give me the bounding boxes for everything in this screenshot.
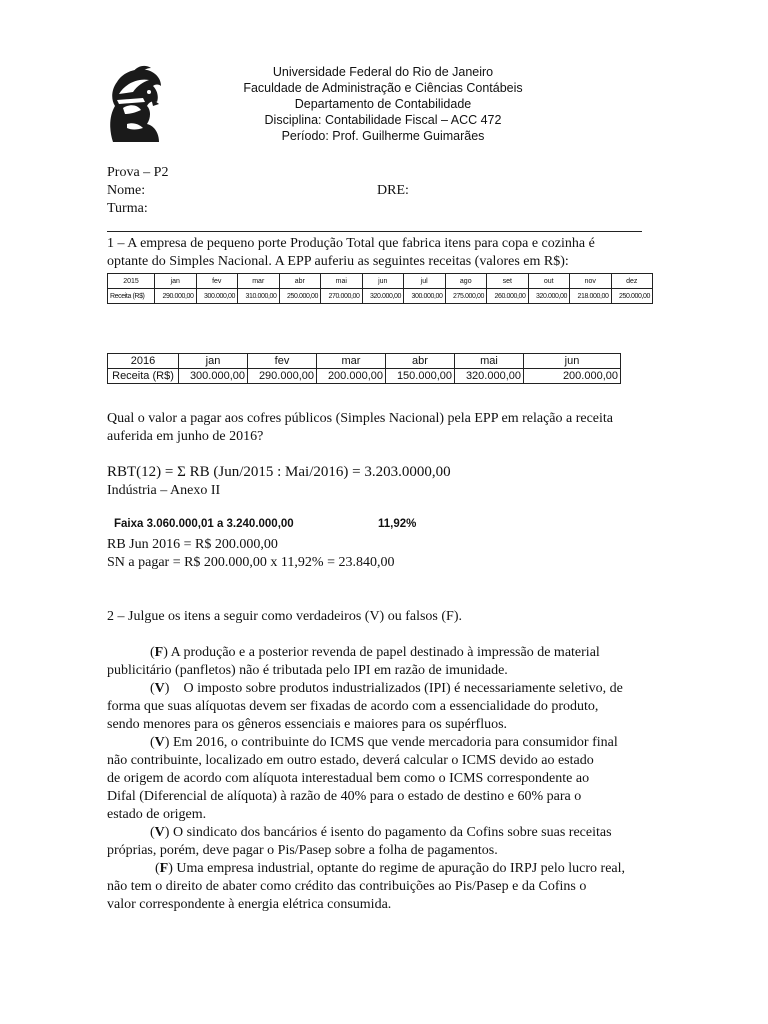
table-cell: 250.000,00	[611, 289, 653, 304]
table-cell: mar	[238, 274, 280, 289]
table-cell: 320.000,00	[362, 289, 404, 304]
q2-item4-line2: próprias, porém, deve pagar o Pis/Pasep sobre a folha de pagamentos.	[107, 843, 498, 858]
rb-june: RB Jun 2016 = R$ 200.000,00	[107, 537, 278, 552]
answer-mark: V	[154, 825, 165, 840]
table-cell: fev	[196, 274, 238, 289]
table-cell: out	[528, 274, 570, 289]
q2-intro: 2 – Julgue os itens a seguir como verdadeiros (V) ou falsos (F).	[107, 609, 462, 624]
answer-mark: F	[154, 645, 164, 660]
table-cell: 275.000,00	[445, 289, 487, 304]
q2-item2-line1: (V) O imposto sobre produtos industrializados (IPI) é necessariamente seletivo, de	[150, 681, 623, 696]
table-cell: set	[487, 274, 529, 289]
table-row	[108, 289, 653, 304]
university-name: Universidade Federal do Rio de Janeiro	[272, 65, 494, 79]
q2-item2-line2: forma que suas alíquotas devem ser fixadas de acordo com a essencialidade do produto,	[107, 699, 599, 714]
department-name: Departamento de Contabilidade	[294, 97, 472, 111]
revenue-table-2015	[107, 273, 653, 304]
q2-item5-line3: valor correspondente à energia elétrica consumida.	[107, 897, 392, 912]
q1-text-line1: 1 – A empresa de pequeno porte Produção Total que fabrica itens para copa e cozinha é	[107, 236, 595, 251]
class-label: Turma:	[107, 201, 148, 216]
professor-name: Período: Prof. Guilherme Guimarães	[281, 129, 485, 143]
q1-question-line1: Qual o valor a pagar aos cofres públicos (Simples Nacional) pela EPP em relação a receita	[107, 411, 614, 426]
q2-item3-line3: de origem de acordo com alíquota interestadual bem como o ICMS correspondente ao	[107, 771, 590, 786]
q2-item4-line1: (V) O sindicato dos bancários é isento do pagamento da Cofins sobre suas receitas	[150, 825, 612, 840]
table-cell: 150.000,00	[386, 369, 455, 384]
table-cell: jan	[179, 354, 248, 369]
table-cell: 310.000,00	[238, 289, 280, 304]
q2-item3-line1: (V) Em 2016, o contribuinte do ICMS que vende mercadoria para consumidor final	[150, 735, 618, 750]
table-cell: abr	[386, 354, 455, 369]
table-header-row	[108, 274, 653, 289]
table-cell: 300.000,00	[196, 289, 238, 304]
table-cell: jan	[155, 274, 197, 289]
table-cell: 290.000,00	[248, 369, 317, 384]
q2-item1-line2: publicitário (panfletos) não é tributada pelo IPI em razão de imunidade.	[107, 663, 508, 678]
q2-item3-line5: estado de origem.	[107, 807, 207, 822]
table-cell: mar	[317, 354, 386, 369]
table-cell: 270.000,00	[321, 289, 363, 304]
q2-item1-line1: (F) A produção e a posterior revenda de papel destinado à impressão de material	[150, 645, 600, 660]
rbt-formula: RBT(12) = Σ RB (Jun/2015 : Mai/2016) = 3.203.0000,00	[107, 464, 451, 480]
table-cell: jul	[404, 274, 446, 289]
q1-question-line2: auferida em junho de 2016?	[107, 429, 264, 444]
exam-title: Prova – P2	[107, 165, 169, 180]
university-logo	[103, 64, 165, 144]
q2-item3-line4: Difal (Diferencial de alíquota) à razão de 40% para o estado de destino e 60% para o	[107, 789, 582, 804]
table-cell: ago	[445, 274, 487, 289]
table-cell: 2015	[108, 274, 155, 289]
table-cell: 200.000,00	[317, 369, 386, 384]
table-cell: 250.000,00	[279, 289, 321, 304]
q2-item2-line3: sendo menores para os gêneros essenciais e maiores para os supérfluos.	[107, 717, 508, 732]
table-cell: 320.000,00	[455, 369, 524, 384]
faixa-label: Faixa 3.060.000,01 a 3.240.000,00	[114, 518, 294, 530]
q2-item5-line1: (F) Uma empresa industrial, optante do regime de apuração do IRPJ pelo lucro real,	[155, 861, 626, 876]
table-cell: Receita (R$)	[108, 289, 155, 304]
dre-label: DRE:	[377, 183, 409, 198]
q2-item5-line2: não tem o direito de abater como crédito das contribuições ao Pis/Pasep e da Cofins o	[107, 879, 587, 894]
table-cell: Receita (R$)	[108, 369, 179, 384]
table-cell: nov	[570, 274, 612, 289]
name-label: Nome:	[107, 183, 146, 198]
table-cell: 2016	[108, 354, 179, 369]
table-cell: jun	[362, 274, 404, 289]
revenue-table-2016	[107, 353, 621, 384]
aliquota-value: 11,92%	[378, 518, 417, 530]
table-cell: 260.000,00	[487, 289, 529, 304]
table-cell: 300.000,00	[179, 369, 248, 384]
q1-text-line2: optante do Simples Nacional. A EPP auferiu as seguintes receitas (valores em R$):	[107, 254, 569, 269]
table-cell: 300.000,00	[404, 289, 446, 304]
table-cell: 320.000,00	[528, 289, 570, 304]
table-row	[108, 369, 621, 384]
answer-mark: F	[159, 861, 169, 876]
table-cell: abr	[279, 274, 321, 289]
sn-to-pay: SN a pagar = R$ 200.000,00 x 11,92% = 23.840,00	[107, 555, 395, 570]
table-cell: fev	[248, 354, 317, 369]
q2-item3-line2: não contribuinte, localizado em outro estado, deverá calcular o ICMS devido ao estado	[107, 753, 594, 768]
table-cell: 200.000,00	[524, 369, 621, 384]
table-cell: mai	[321, 274, 363, 289]
table-cell: dez	[611, 274, 653, 289]
separator-line	[107, 231, 642, 232]
course-name: Disciplina: Contabilidade Fiscal – ACC 472	[264, 113, 502, 127]
table-cell: mai	[455, 354, 524, 369]
industry-annex: Indústria – Anexo II	[107, 483, 221, 498]
table-cell: 218.000,00	[570, 289, 612, 304]
faculty-name: Faculdade de Administração e Ciências Contábeis	[243, 81, 523, 95]
table-cell: 290.000,00	[155, 289, 197, 304]
answer-mark: V	[154, 735, 165, 750]
table-cell: jun	[524, 354, 621, 369]
answer-mark: V	[154, 681, 165, 696]
table-header-row	[108, 354, 621, 369]
